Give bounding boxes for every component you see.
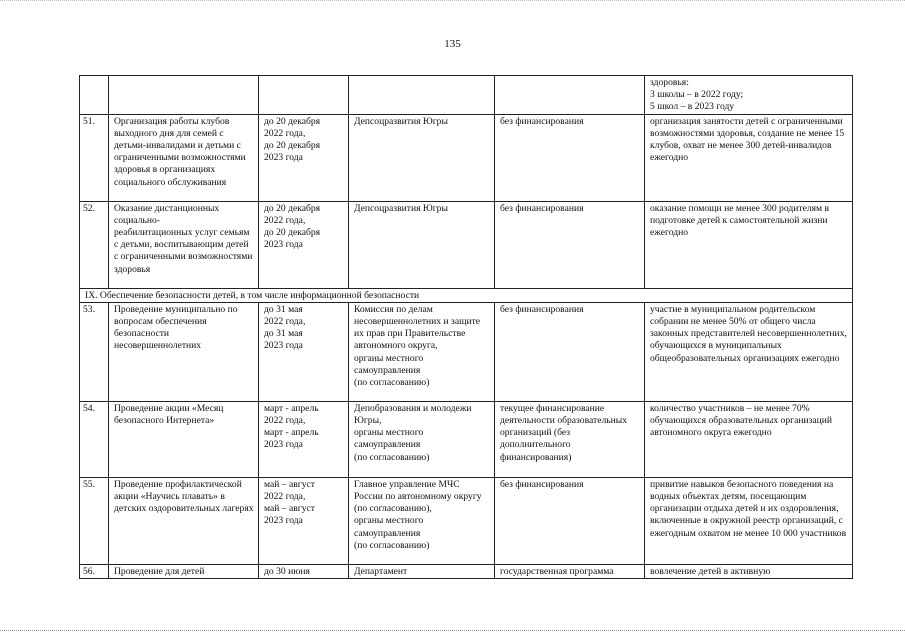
- item-measure: Проведение профилактической акции «Научись плавать» в детских оздоровительных лагерях: [109, 477, 259, 564]
- table-row: [80, 302, 853, 401]
- table-row: [80, 401, 853, 477]
- item-funding: государственная программа: [495, 564, 645, 578]
- item-deadline: до 31 мая 2022 года, до 31 мая 2023 года: [259, 302, 349, 401]
- item-deadline: до 20 декабря 2022 года, до 20 декабря 2023 года: [259, 201, 349, 288]
- item-measure: Организация работы клубов выходного дня для семей с детьми-инвалидами и детьми с ограниченными возможностями здоровья в организациях социального обслуживания: [109, 114, 259, 201]
- item-executor: [349, 76, 495, 115]
- table-row: [80, 477, 853, 564]
- item-result: привитие навыков безопасного поведения на водных объектах детям, посещающим организации отдыха детей и их оздоровления, включенные в окружной реестр организаций, с ежегодным охватом не менее 10 000 участников: [645, 477, 853, 564]
- scan-edge-bottom: [0, 630, 905, 633]
- item-number: 55.: [80, 477, 109, 564]
- item-executor: Депобразования и молодежи Югры, органы местного самоуправления (по согласованию): [349, 401, 495, 477]
- item-executor: Депсоцразвития Югры: [349, 201, 495, 288]
- item-number: 53.: [80, 302, 109, 401]
- item-number: 51.: [80, 114, 109, 201]
- item-executor: Главное управление МЧС России по автономному округу (по согласованию), органы местного самоуправления (по согласованию): [349, 477, 495, 564]
- item-funding: без финансирования: [495, 114, 645, 201]
- item-measure: [109, 76, 259, 115]
- item-measure: Проведение акции «Месяц безопасного Интернета»: [109, 401, 259, 477]
- item-funding: текущее финансирование деятельности образовательных организаций (без дополнительного финансирования): [495, 401, 645, 477]
- section-row: [80, 288, 853, 302]
- item-measure: Проведение для детей: [109, 564, 259, 578]
- item-measure: Проведение муниципально по вопросам обеспечения безопасности несовершеннолетних: [109, 302, 259, 401]
- scan-edge-top: [0, 0, 905, 3]
- table-row: [80, 564, 853, 578]
- section-title: IX. Обеспечение безопасности детей, в том числе информационной безопасности: [80, 288, 853, 302]
- item-deadline: [259, 76, 349, 115]
- item-funding: [495, 76, 645, 115]
- action-plan-table: [79, 75, 853, 579]
- item-deadline: март - апрель 2022 года, март - апрель 2023 года: [259, 401, 349, 477]
- table-row: [80, 201, 853, 288]
- item-result: количество участников – не менее 70% обучающихся образовательных организаций автономного округа ежегодно: [645, 401, 853, 477]
- item-result: здоровья: 3 школы – в 2022 году; 5 школ – в 2023 году: [645, 76, 853, 115]
- item-executor: Депсоцразвития Югры: [349, 114, 495, 201]
- table-row: [80, 76, 853, 115]
- item-number: 54.: [80, 401, 109, 477]
- item-result: вовлечение детей в активную: [645, 564, 853, 578]
- item-number: 52.: [80, 201, 109, 288]
- item-deadline: до 30 июня: [259, 564, 349, 578]
- item-funding: без финансирования: [495, 477, 645, 564]
- item-deadline: до 20 декабря 2022 года, до 20 декабря 2023 года: [259, 114, 349, 201]
- item-result: оказание помощи не менее 300 родителям в подготовке детей к самостоятельной жизни ежегодно: [645, 201, 853, 288]
- item-result: участие в муниципальном родительском собрании не менее 50% от общего числа законных представителей несовершеннолетних, обучающихся в муниципальных общеобразовательных организациях ежегодно: [645, 302, 853, 401]
- item-number: 56.: [80, 564, 109, 578]
- item-funding: без финансирования: [495, 201, 645, 288]
- item-executor: Департамент: [349, 564, 495, 578]
- page-number: 135: [444, 38, 461, 50]
- item-executor: Комиссия по делам несовершеннолетних и защите их прав при Правительстве автономного округа, органы местного самоуправления (по согласованию): [349, 302, 495, 401]
- item-number: [80, 76, 109, 115]
- item-result: организация занятости детей с ограниченными возможностями здоровья, создание не менее 15 клубов, охват не менее 300 детей-инвалидов ежегодно: [645, 114, 853, 201]
- item-deadline: май – август 2022 года, май – август 2023 года: [259, 477, 349, 564]
- item-measure: Оказание дистанционных социально- реабилитационных услуг семьям с детьми, воспитывающим детей с ограниченными возможностями здоровья: [109, 201, 259, 288]
- item-funding: без финансирования: [495, 302, 645, 401]
- table-row: [80, 114, 853, 201]
